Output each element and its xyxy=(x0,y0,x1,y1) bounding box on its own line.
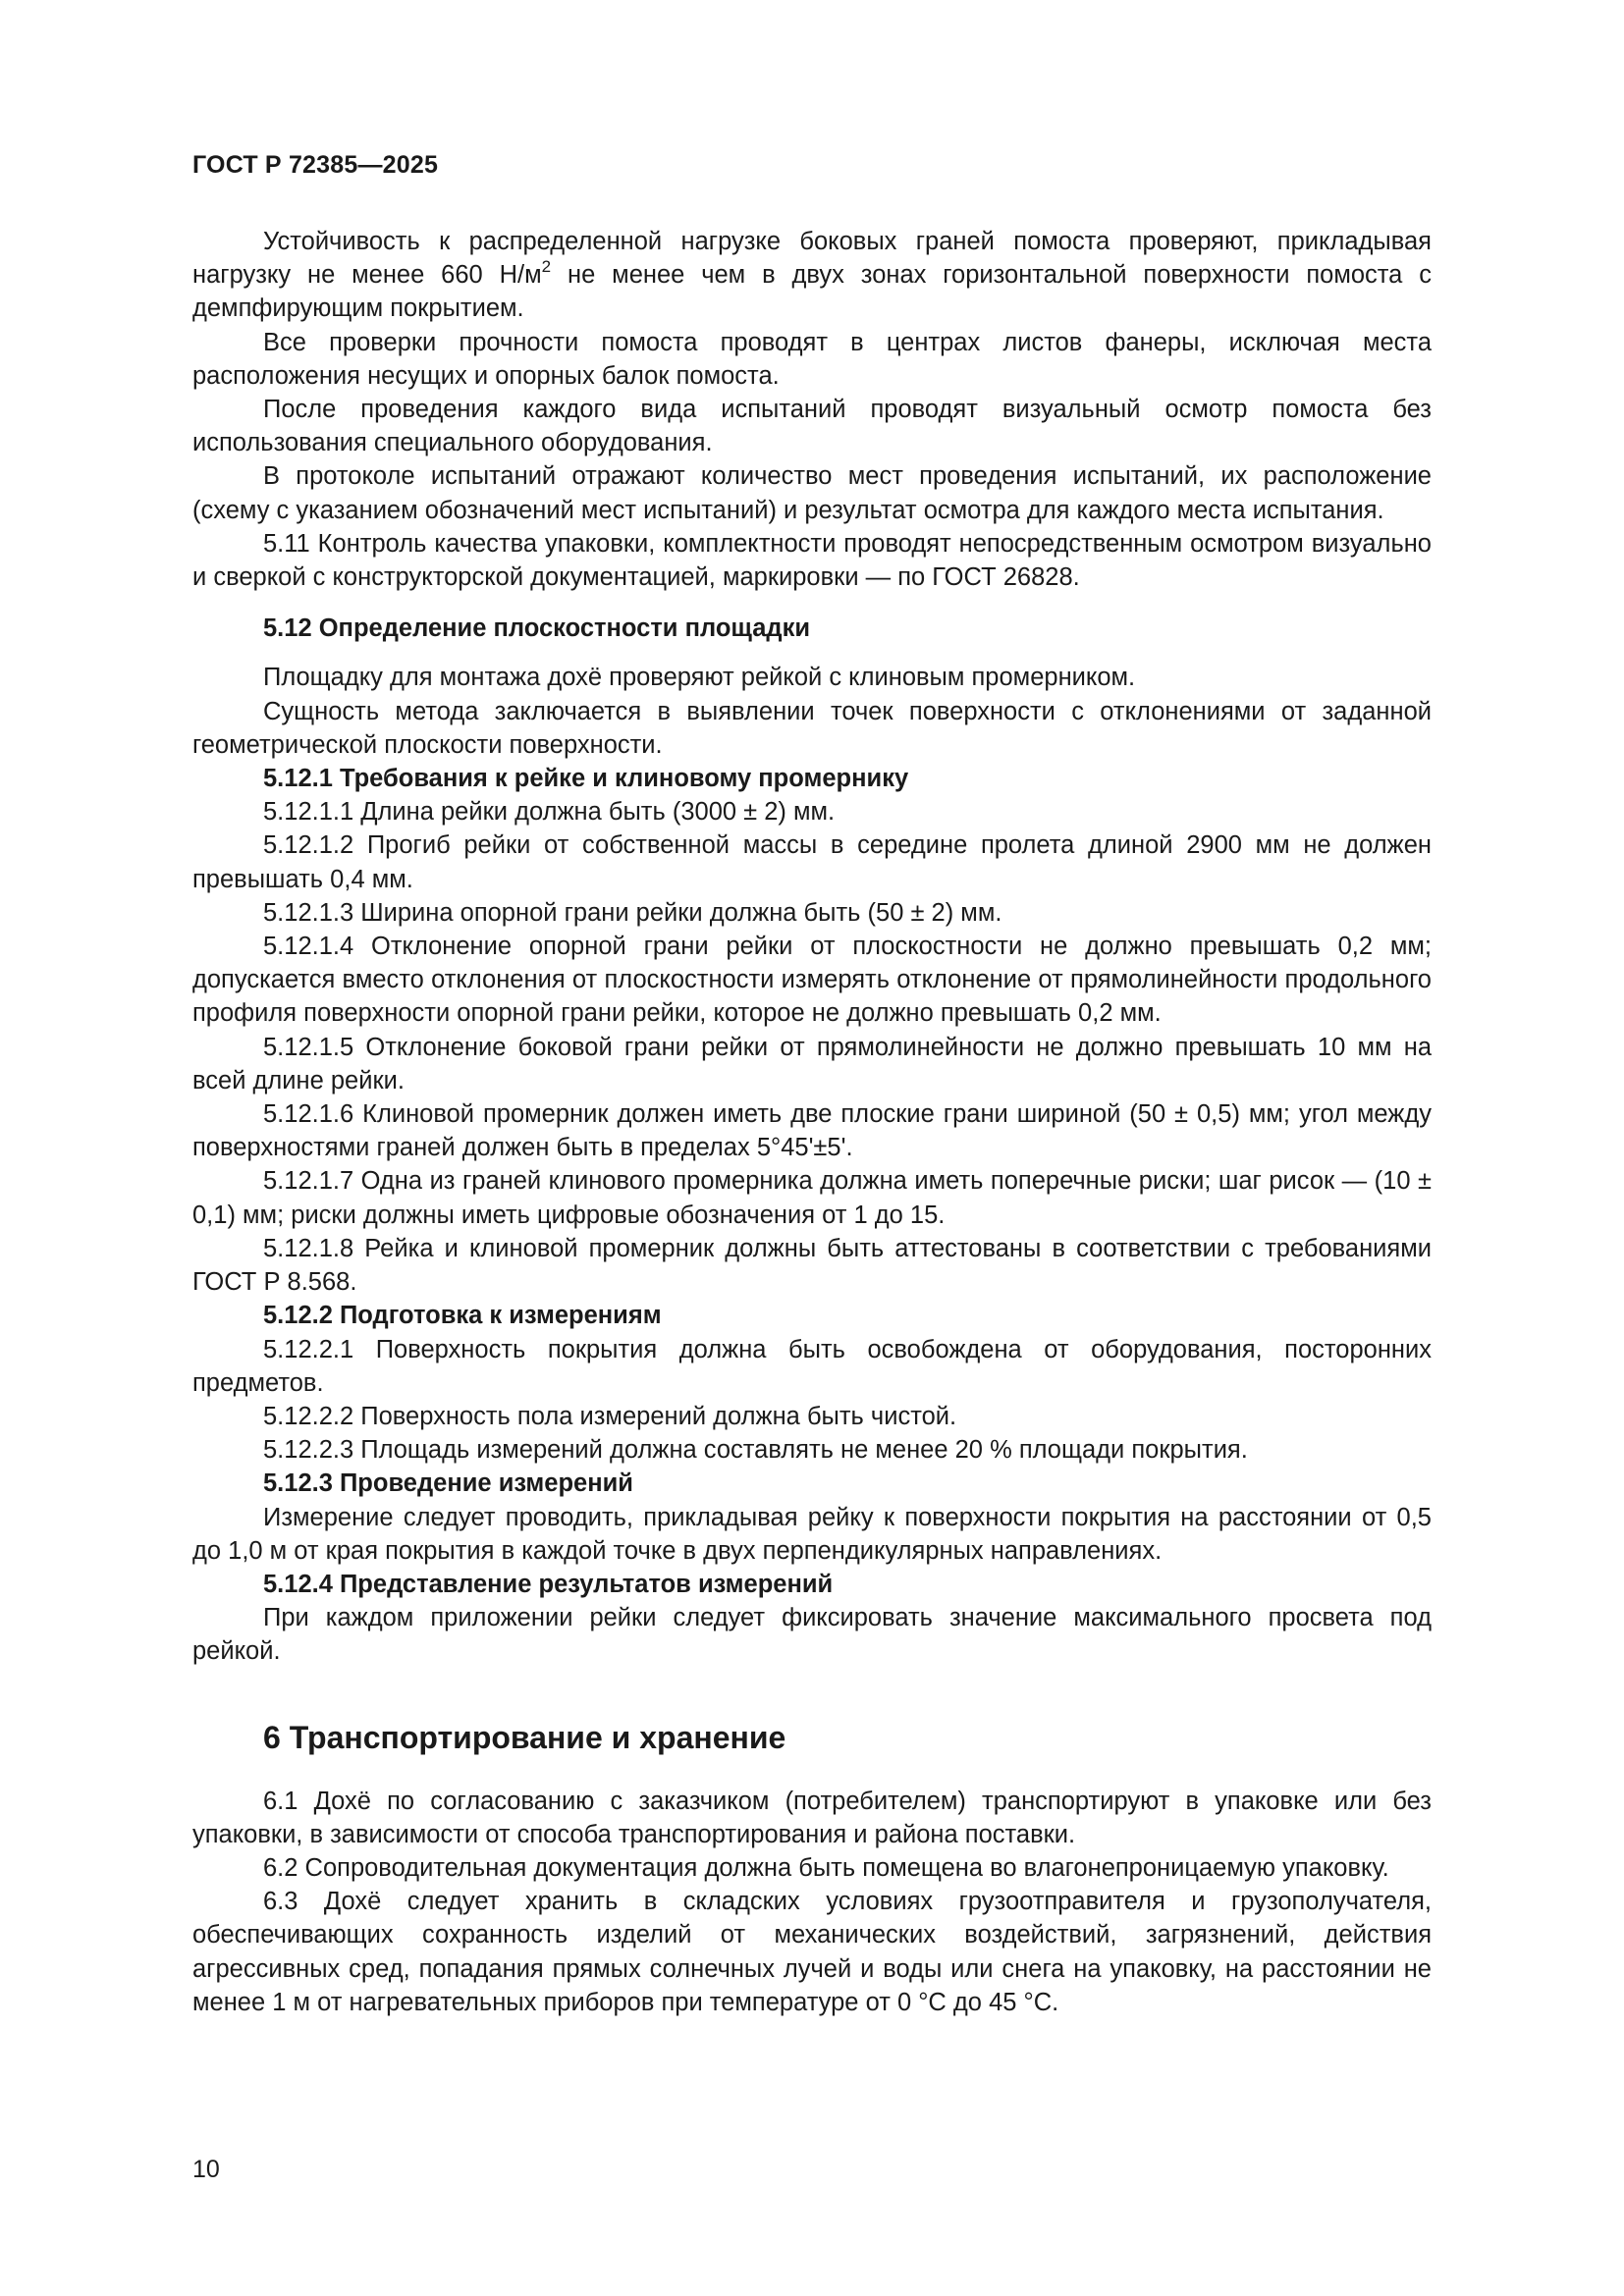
section-heading-6: 6 Транспортирование и хранение xyxy=(263,1719,786,1755)
paragraph-visual-inspection: После проведения каждого вида испытаний проводят визуальный осмотр помоста без использования специального оборудования. xyxy=(192,396,1432,457)
superscript: 2 xyxy=(541,257,552,277)
section-heading-5-12: 5.12 Определение плоскостности площадки xyxy=(263,614,811,643)
paragraph-6-1: 6.1 Дохё по согласованию с заказчиком (потребителем) транспортируют в упаковке или без упаковки, в зависимости от способа транспортирования и района поставки. xyxy=(192,1787,1432,1848)
paragraph-5-12-4: При каждом приложении рейки следует фиксировать значение максимального просвета под рейкой. xyxy=(192,1604,1432,1666)
paragraph-5-11: 5.11 Контроль качества упаковки, комплектности проводят непосредственным осмотром визуально и сверкой с конструкторской документацией, маркировки — по ГОСТ 26828. xyxy=(192,529,1432,592)
subsection-heading-5-12-2: 5.12.2 Подготовка к измерениям xyxy=(263,1302,662,1330)
paragraph-side-load xyxy=(192,225,1432,326)
paragraph-5-12-2-1: 5.12.2.1 Поверхность покрытия должна быть освобождена от оборудования, посторонних предметов. xyxy=(192,1335,1432,1397)
paragraph-test-protocol: В протоколе испытаний отражают количество мест проведения испытаний, их расположение (схему с указанием обозначений мест испытаний) и результат осмотра для каждого места испытания. xyxy=(192,462,1432,524)
paragraph-5-12-3: Измерение следует проводить, прикладывая рейку к поверхности покрытия на расстоянии от 0,5 до 1,0 м от края покрытия в каждой точке в двух перпендикулярных направлениях. xyxy=(192,1503,1432,1565)
paragraph-5-12-method: Сущность метода заключается в выявлении точек поверхности с отклонениями от заданной геометрической плоскости поверхности. xyxy=(192,697,1432,759)
subsection-heading-5-12-3: 5.12.3 Проведение измерений xyxy=(263,1469,633,1498)
paragraph-6-3: 6.3 Дохё следует хранить в складских условиях грузоотправителя и грузополучателя, обеспечивающих сохранность изделий от механических воздействий, загрязнений, действия агрессивных сред, попадания прямых солнечных лучей и воды или снега на упаковку, на расстоянии не менее 1 м от нагревательных приборов при температуре от 0 °С до 45 °С. xyxy=(192,1888,1432,2016)
subsection-heading-5-12-4: 5.12.4 Представление результатов измерений xyxy=(263,1570,834,1598)
paragraph-text: не менее чем в двух зонах горизонтальной поверхности помоста с демпфирующим покрытием. xyxy=(192,261,1433,323)
paragraph-5-12-1-1: 5.12.1.1 Длина рейки должна быть (3000 ± 2) мм. xyxy=(263,798,836,827)
paragraph-5-12-1-6: 5.12.1.6 Клиновой промерник должен иметь две плоские грани шириной (50 ± 0,5) мм; угол между поверхностями граней должен быть в пределах 5°45'±5'. xyxy=(192,1100,1432,1162)
paragraph-5-12-2-2: 5.12.2.2 Поверхность пола измерений должна быть чистой. xyxy=(263,1402,957,1430)
paragraph-strength-checks: Все проверки прочности помоста проводят в центрах листов фанеры, исключая места расположения несущих и опорных балок помоста. xyxy=(192,328,1432,390)
paragraph-5-12-1-7: 5.12.1.7 Одна из граней клинового промерника должна иметь поперечные риски; шаг рисок — (10 ± 0,1) мм; риски должны иметь цифровые обозначения от 1 до 15. xyxy=(192,1167,1432,1229)
paragraph-5-12-2-3: 5.12.2.3 Площадь измерений должна составлять не менее 20 % площади покрытия. xyxy=(263,1436,1248,1465)
page-number: 10 xyxy=(192,2156,220,2183)
paragraph-6-2: 6.2 Сопроводительная документация должна быть помещена во влагонепроницаемую упаковку. xyxy=(263,1853,1389,1882)
paragraph-5-12-1-5: 5.12.1.5 Отклонение боковой грани рейки от прямолинейности не должно превышать 10 мм на всей длине рейки. xyxy=(192,1033,1432,1095)
subsection-heading-5-12-1: 5.12.1 Требования к рейке и клиновому промернику xyxy=(263,765,909,793)
paragraph-5-12-intro: Площадку для монтажа дохё проверяют рейкой с клиновым промерником. xyxy=(263,664,1136,692)
page-body xyxy=(192,225,1432,2019)
paragraph-5-12-1-8: 5.12.1.8 Рейка и клиновой промерник должны быть аттестованы в соответствии с требованиями ГОСТ Р 8.568. xyxy=(192,1234,1432,1297)
paragraph-text: Устойчивость к распределенной нагрузке боковых граней помоста проверяют, прикладывая нагрузку не менее 660 Н/м xyxy=(192,228,1432,290)
paragraph-5-12-1-3: 5.12.1.3 Ширина опорной грани рейки должна быть (50 ± 2) мм. xyxy=(263,898,1002,927)
paragraph-5-12-1-2: 5.12.1.2 Прогиб рейки от собственной массы в середине пролета длиной 2900 мм не должен превышать 0,4 мм. xyxy=(192,831,1432,893)
paragraph-5-12-1-4: 5.12.1.4 Отклонение опорной грани рейки от плоскостности не должно превышать 0,2 мм; допускается вместо отклонения от плоскостности измерять отклонение от прямолинейности продольного профиля поверхности опорной грани рейки, которое не должно превышать 0,2 мм. xyxy=(192,933,1432,1028)
document-header: ГОСТ Р 72385—2025 xyxy=(192,151,439,179)
